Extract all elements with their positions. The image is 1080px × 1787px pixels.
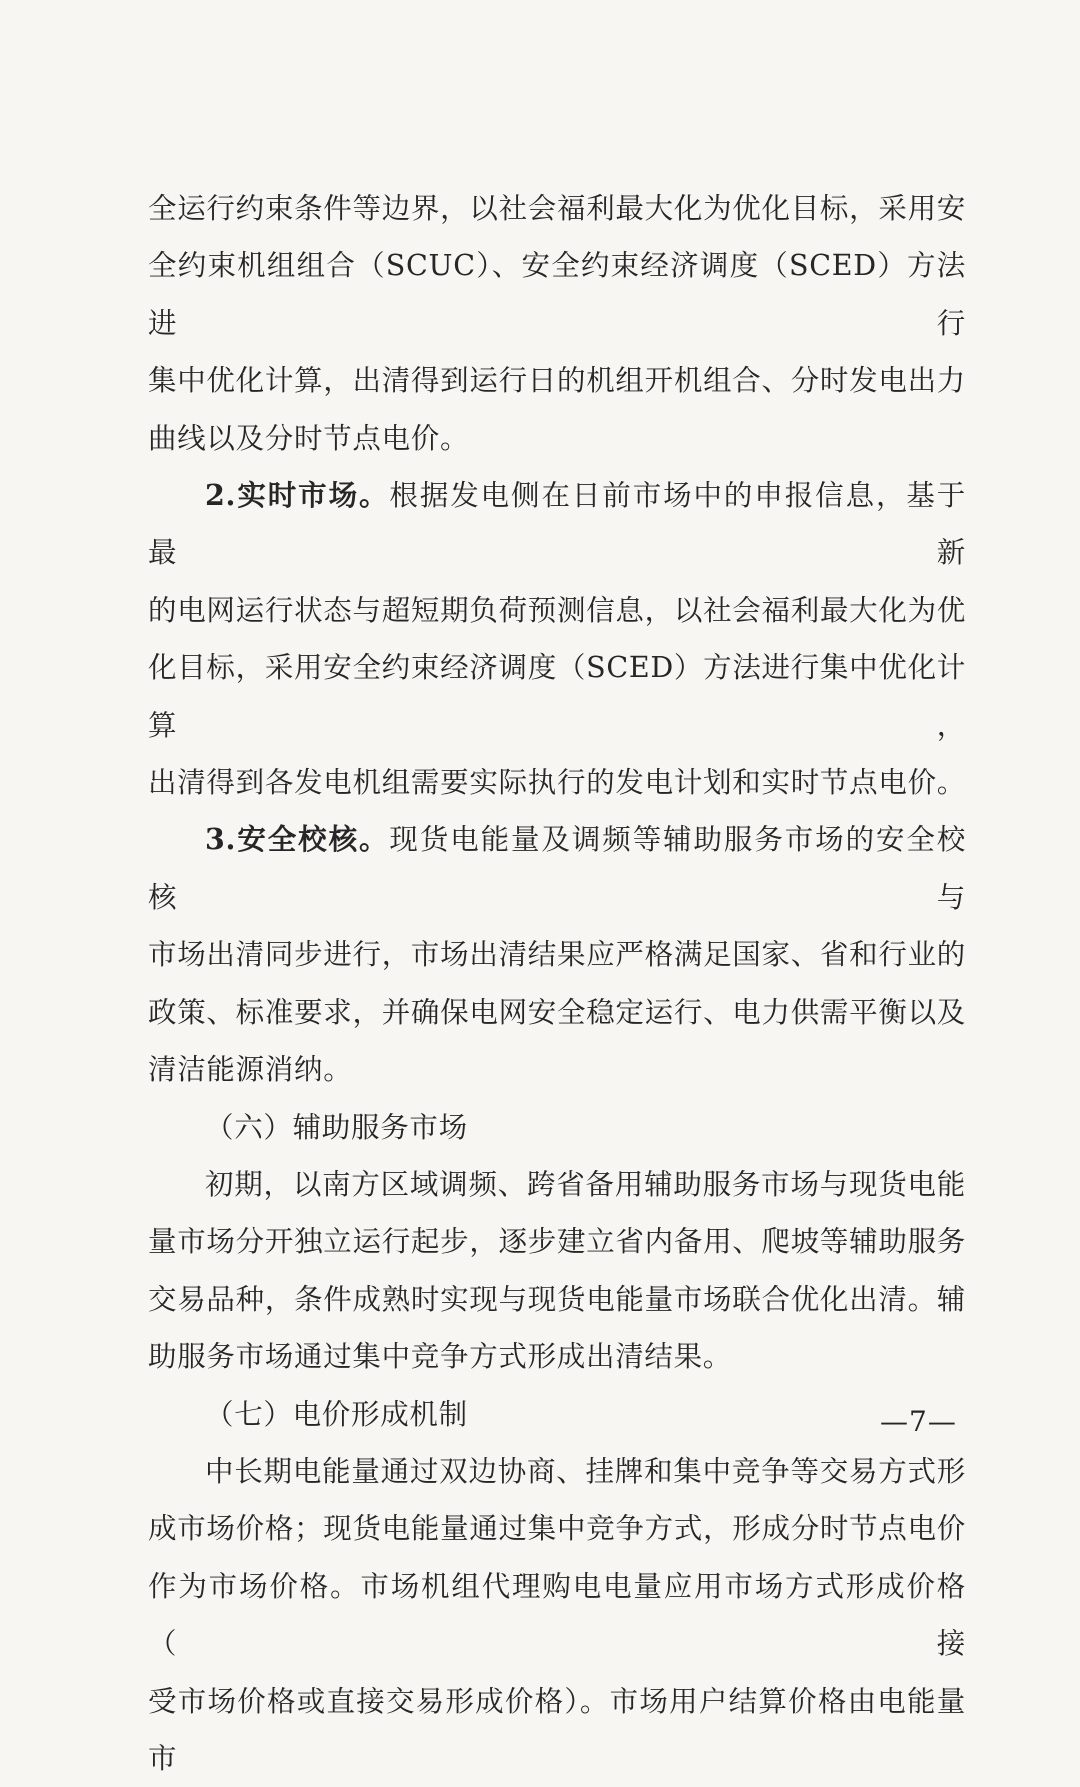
text-line: 作为市场价格。市场机组代理购电电量应用市场方式形成价格（接: [148, 1569, 966, 1661]
text-line: [148, 811, 966, 926]
text-line: 全约束机组组合（SCUC）、安全约束经济调度（SCED）方法进行: [148, 249, 966, 340]
text-line: 全运行约束条件等边界，以社会福利最大化为优化目标，采用安: [148, 192, 966, 225]
text-line: 化目标，采用安全约束经济调度（SCED）方法进行集中优化计算，: [148, 651, 966, 742]
document-body: [148, 180, 966, 1787]
paragraph-pricing-mechanism: [148, 1443, 966, 1787]
text-line: 量市场分开独立运行起步，逐步建立省内备用、爬坡等辅助服务: [148, 1225, 966, 1259]
section-subheading-pricing-mechanism: （七）电价形成机制: [205, 1397, 468, 1431]
paragraph-security-check: [148, 811, 966, 1098]
page-number: —7—: [880, 1405, 957, 1438]
section-subheading-ancillary-services: （六）辅助服务市场: [205, 1110, 468, 1144]
text-line: 初期，以南方区域调频、跨省备用辅助服务市场与现货电能: [205, 1167, 966, 1201]
text-line: 交易品种，条件成熟时实现与现货电能量市场联合优化出清。辅: [148, 1282, 966, 1316]
text-line: 曲线以及分时节点电价。: [148, 421, 470, 455]
paragraph-heading: 2.实时市场。: [205, 478, 390, 513]
paragraph-ancillary-services: [148, 1156, 966, 1386]
paragraph-heading: 3.安全校核。: [205, 822, 390, 857]
text-span: 现货电能量及调频等辅助服务市场的安全校核与: [148, 823, 966, 914]
text-line: 中长期电能量通过双边协商、挂牌和集中竞争等交易方式形: [205, 1454, 966, 1488]
text-line: 出清得到各发电机组需要实际执行的发电计划和实时节点电价。: [148, 766, 966, 800]
text-line: 的电网运行状态与超短期负荷预测信息，以社会福利最大化为优: [148, 593, 966, 627]
text-line: 市场出清同步进行，市场出清结果应严格满足国家、省和行业的: [148, 938, 966, 972]
text-line: 受市场价格或直接交易形成价格）。市场用户结算价格由电能量市: [148, 1684, 966, 1775]
text-span: 根据发电侧在日前市场中的申报信息，基于最新: [148, 479, 966, 570]
text-line: 集中优化计算，出清得到运行日的机组开机组合、分时发电出力: [148, 364, 966, 398]
text-line: 政策、标准要求，并确保电网安全稳定运行、电力供需平衡以及: [148, 995, 966, 1029]
paragraph-real-time-market: [148, 467, 966, 811]
text-line: [148, 467, 966, 582]
paragraph-day-ahead-continued: [148, 180, 966, 467]
text-line: 成市场价格；现货电能量通过集中竞争方式，形成分时节点电价: [148, 1512, 966, 1546]
text-line: 助服务市场通过集中竞争方式形成出清结果。: [148, 1340, 733, 1374]
text-line: 清洁能源消纳。: [148, 1053, 353, 1087]
